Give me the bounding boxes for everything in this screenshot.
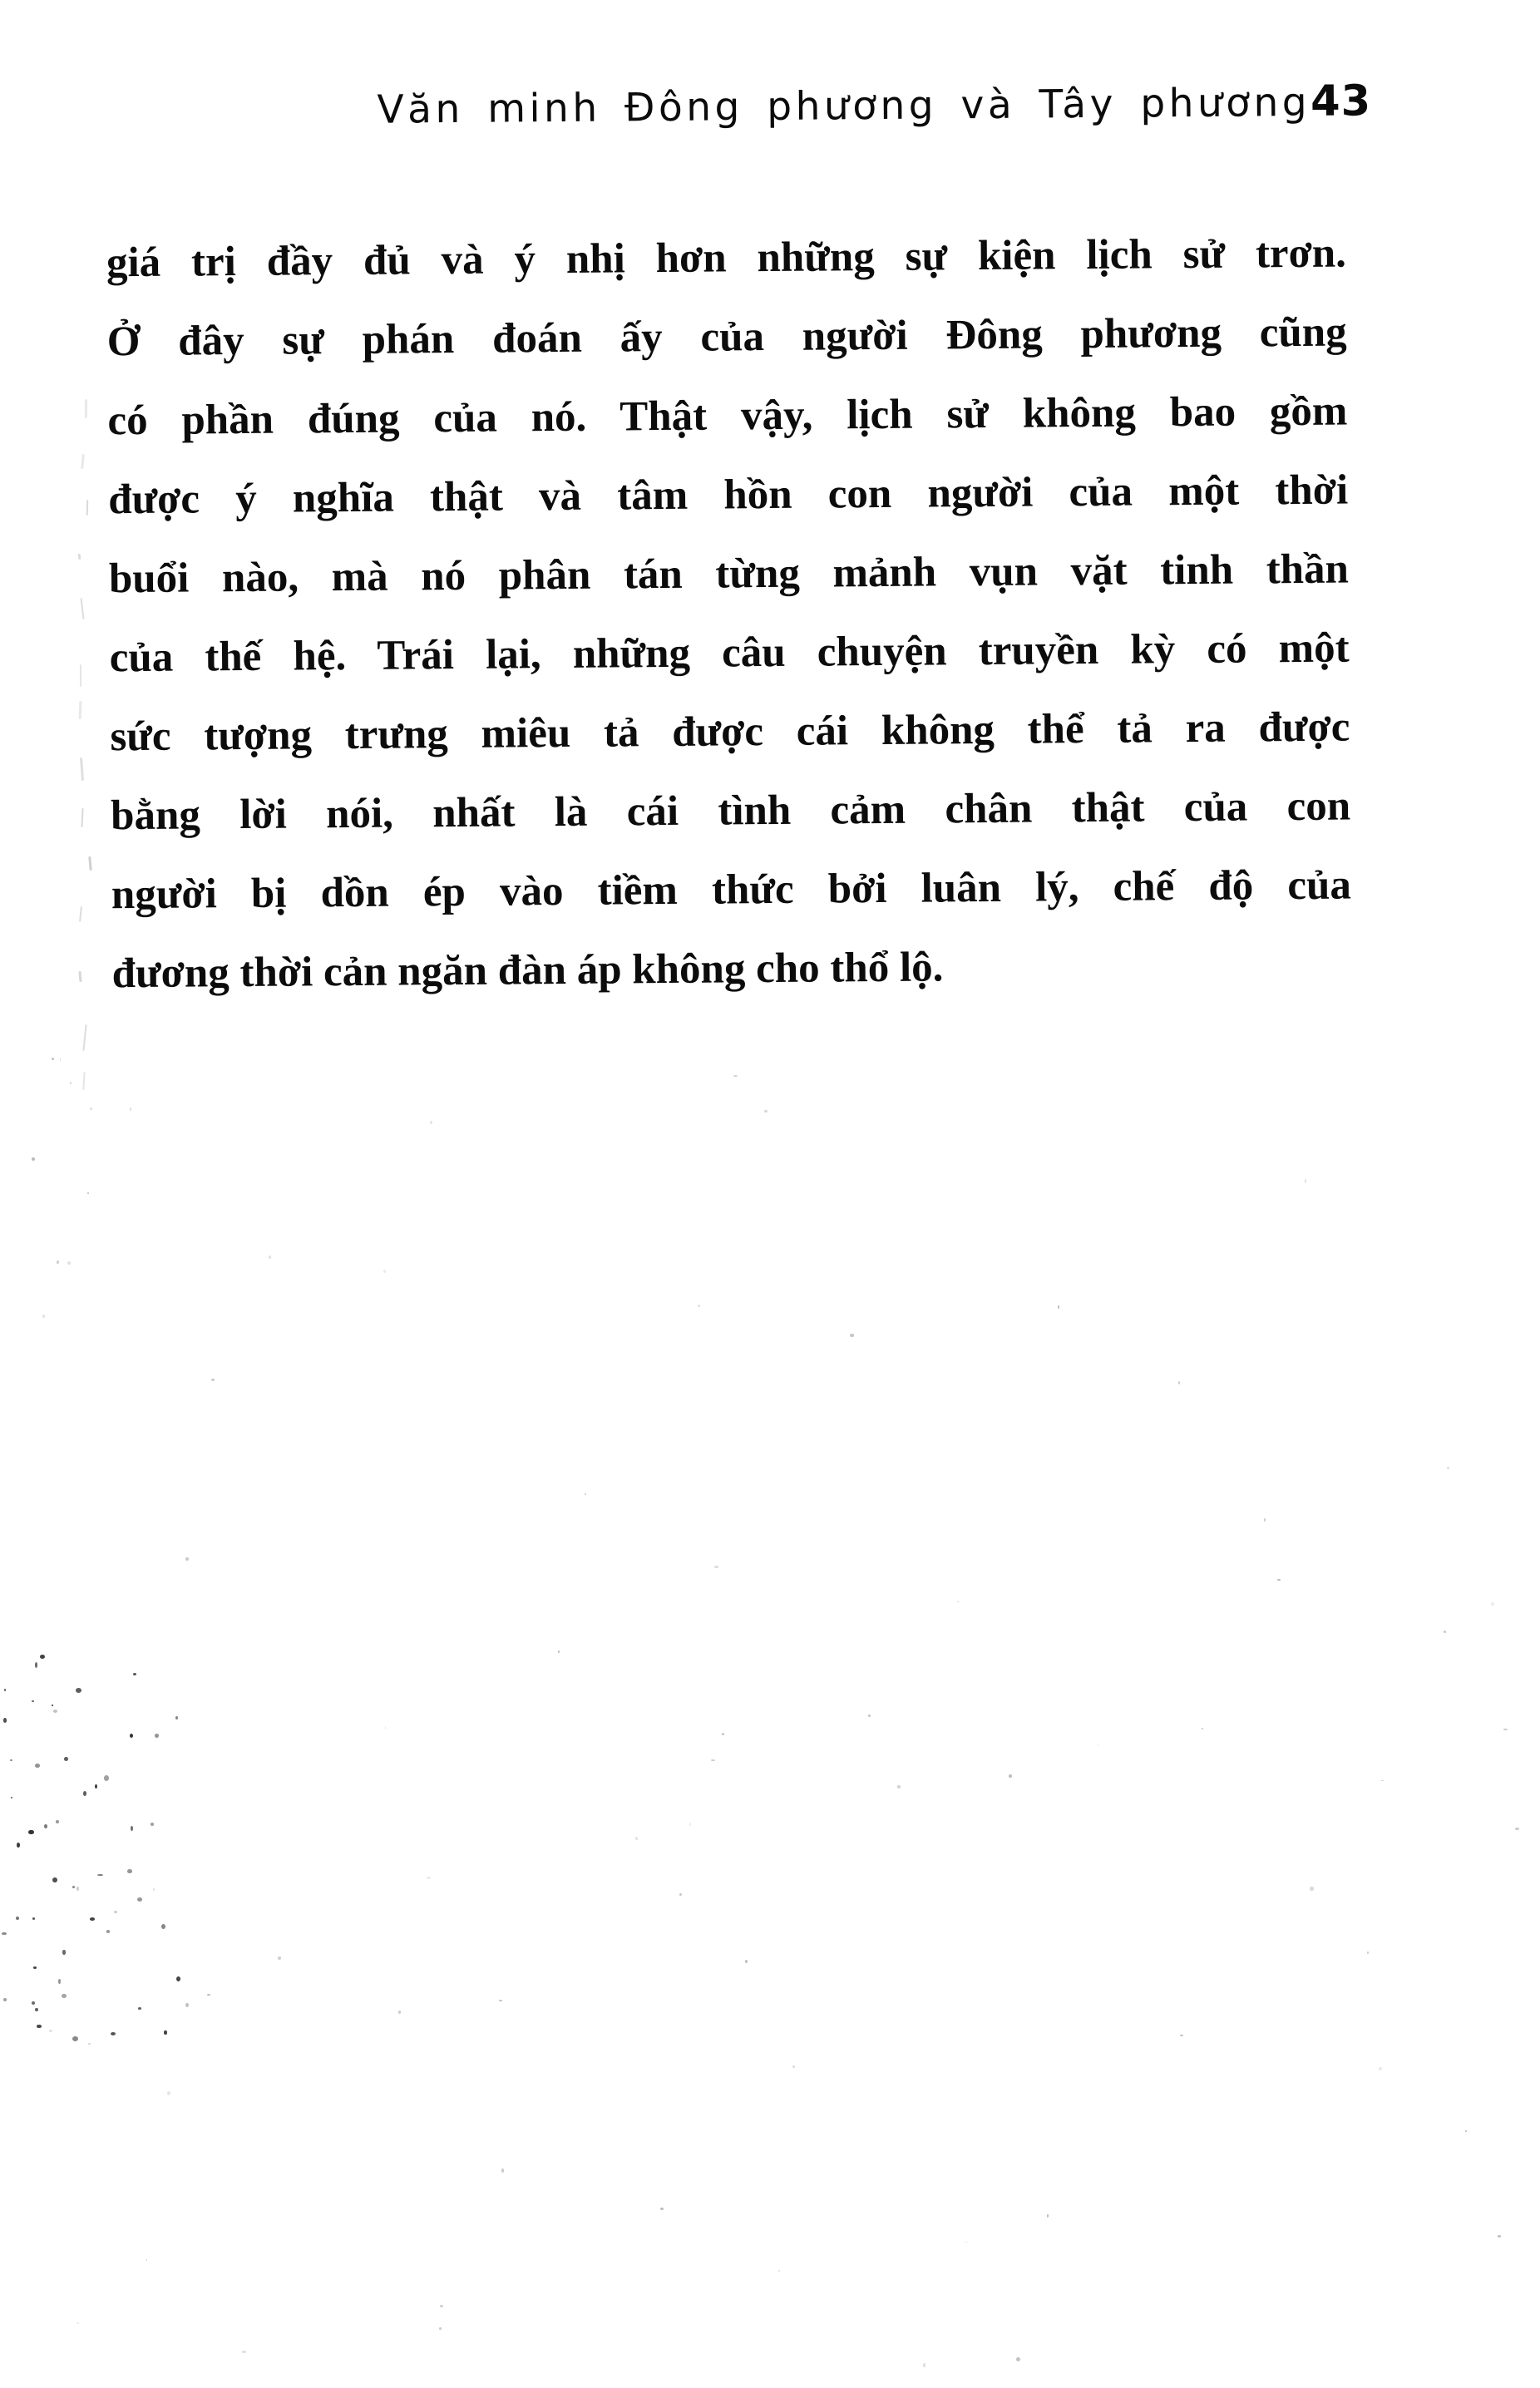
scan-speckle [1310,1887,1314,1891]
scan-speckle [439,2327,442,2329]
scan-speckle [3,1718,7,1722]
text-line: giá trị đầy đủ và ý nhị hơn những sự kiện lịch sử trơn. [106,229,1347,287]
scan-speckle [868,1715,871,1717]
scanned-text-block [0,0,1540,1170]
scan-speckle [1447,1467,1449,1469]
scan-speckle [52,1705,53,1707]
scan-speckle [792,2065,795,2068]
scan-speckle [138,2007,141,2010]
scan-speckle [1178,1381,1180,1384]
scan-speckle [104,1775,109,1781]
scan-speckle [965,2242,968,2243]
scan-speckle [35,2008,38,2011]
scan-speckle [957,1601,959,1603]
scan-speckle [897,1785,900,1788]
scan-speckle [127,1869,132,1873]
scan-speckle [33,1966,37,1969]
scan-speckle [64,1757,68,1761]
text-line: được ý nghĩa thật và tâm hồn con người của một thời [107,466,1349,524]
scan-speckle [37,2025,41,2028]
scan-speckle [131,1826,133,1831]
scan-speckle [269,1256,271,1259]
scan-speckle [278,1956,281,1959]
scan-speckle [185,1557,189,1561]
scan-speckle [1503,1729,1508,1730]
scan-speckle [17,1843,20,1848]
scan-speckle [52,1877,57,1882]
scan-speckle [62,1950,67,1954]
scan-speckle [97,1874,103,1876]
scan-speckle [242,2351,245,2353]
scan-speckle [558,1650,560,1653]
scan-speckle [155,1734,159,1737]
scan-speckle [176,1976,180,1981]
scan-speckle [114,1911,117,1913]
scan-speckle [77,2322,80,2324]
scan-speckle [35,1764,40,1768]
scan-speckle [151,1823,155,1825]
scan-speckle [207,1994,210,1996]
scan-speckle [49,2030,52,2032]
chapter-title: Văn minh Đông phương và Tây phương [377,79,1311,133]
scan-speckle [1277,1579,1281,1581]
running-header [377,76,1372,134]
scan-speckle [385,1726,387,1729]
scan-speckle [1465,2130,1467,2132]
scan-speckle [32,2001,35,2005]
scan-speckle [88,2043,91,2045]
scan-speckle [95,1784,97,1789]
scan-speckle [87,1192,90,1194]
scan-speckle [42,1315,45,1318]
scan-speckle [745,1960,748,1963]
scan-speckle [106,1930,109,1933]
page-number: 43 [1310,76,1372,126]
scan-speckle [111,2032,116,2035]
scan-speckle [698,1305,701,1307]
scan-speckle [2,1932,7,1935]
scan-speckle [1515,1828,1518,1830]
scan-speckle [679,1893,682,1897]
scan-speckle [635,1837,638,1840]
scan-speckle [67,1261,71,1265]
scan-speckle [57,1261,59,1264]
scan-speckle [1098,1744,1099,1746]
scan-speckle [11,1797,12,1798]
scan-speckle [28,1830,33,1834]
scan-speckle [1444,1631,1447,1633]
scan-speckle [137,1897,142,1902]
scan-speckle [72,1886,75,1889]
scan-speckle [44,1824,47,1828]
scan-speckle [1491,1602,1494,1606]
scan-speckle [1264,1518,1266,1522]
scan-speckle [1379,2067,1382,2070]
text-line: bằng lời nói, nhất là cái tình cảm chân thật của con [110,782,1351,840]
scan-speckle [850,1334,854,1336]
scan-speckle [35,1662,37,1668]
text-line: Ở đây sự phán đoán ấy của người Đông phương cũng [106,308,1347,366]
scan-speckle [1381,1780,1384,1782]
scan-speckle [778,2270,780,2272]
scan-speckle [211,1379,215,1381]
scan-speckle [585,1493,586,1495]
scan-speckle [133,1673,136,1675]
scan-speckle [32,1700,35,1702]
scan-speckle [167,2091,170,2095]
scan-speckle [1498,2235,1501,2238]
scan-speckle [398,2011,401,2013]
scan-speckle [56,1820,59,1823]
scan-speckle [689,1823,691,1826]
scan-speckle [714,1566,718,1569]
text-line: có phần đúng của nó. Thật vậy, lịch sử không bao gồm [107,387,1348,445]
scan-speckle [1367,1951,1370,1954]
scan-speckle [72,2036,78,2041]
scan-speckle [1305,1179,1306,1183]
scan-speckle [1047,2214,1049,2218]
scan-speckle [185,2003,189,2007]
scan-speckle [4,1689,6,1691]
scan-speckle [90,1917,95,1921]
scan-speckle [153,1888,155,1891]
text-line: đương thời cản ngăn đàn áp không cho thổ lộ. [111,944,944,998]
scan-speckle [16,1917,20,1920]
scan-speckle [1009,1774,1013,1778]
scan-speckle [1202,1728,1203,1729]
scan-speckle [146,2259,148,2261]
scan-speckle [130,1734,133,1738]
scan-speckle [53,1710,57,1713]
text-line: của thế hệ. Trái lại, những câu chuyện truyền kỳ có một [109,624,1350,682]
scan-speckle [3,1998,7,2002]
scan-speckle [1058,1305,1060,1309]
scan-speckle [427,1877,431,1879]
scan-speckle [76,1688,81,1693]
scan-speckle [175,1716,178,1720]
scan-speckle [62,1994,67,1999]
scan-speckle [440,2305,443,2307]
scan-speckle [58,1979,61,1985]
scan-speckle [1016,2357,1020,2361]
scan-speckle [32,1917,35,1920]
scan-speckle [722,1733,725,1735]
scan-speckle [10,1759,12,1761]
scan-speckle [711,1759,715,1761]
scan-speckle [383,1270,386,1273]
text-line: người bị dồn ép vào tiềm thức bởi luân lý, chế độ của [111,861,1352,919]
scan-speckle [77,1887,80,1890]
scan-speckle [164,2030,166,2035]
scan-speckle [83,1791,86,1796]
scan-speckle [1180,2035,1183,2036]
body-paragraph [106,215,1352,1014]
text-line: sức tượng trưng miêu tả được cái không thể tả ra được [110,703,1350,761]
scan-speckle [40,1655,45,1659]
scan-speckle [499,2000,502,2001]
scan-speckle [923,2363,925,2367]
scan-speckle [501,2168,504,2173]
scan-speckle [161,1924,165,1929]
scan-speckle [660,2208,664,2210]
text-line: buổi nào, mà nó phân tán từng mảnh vụn vặt tinh thần [108,545,1350,603]
